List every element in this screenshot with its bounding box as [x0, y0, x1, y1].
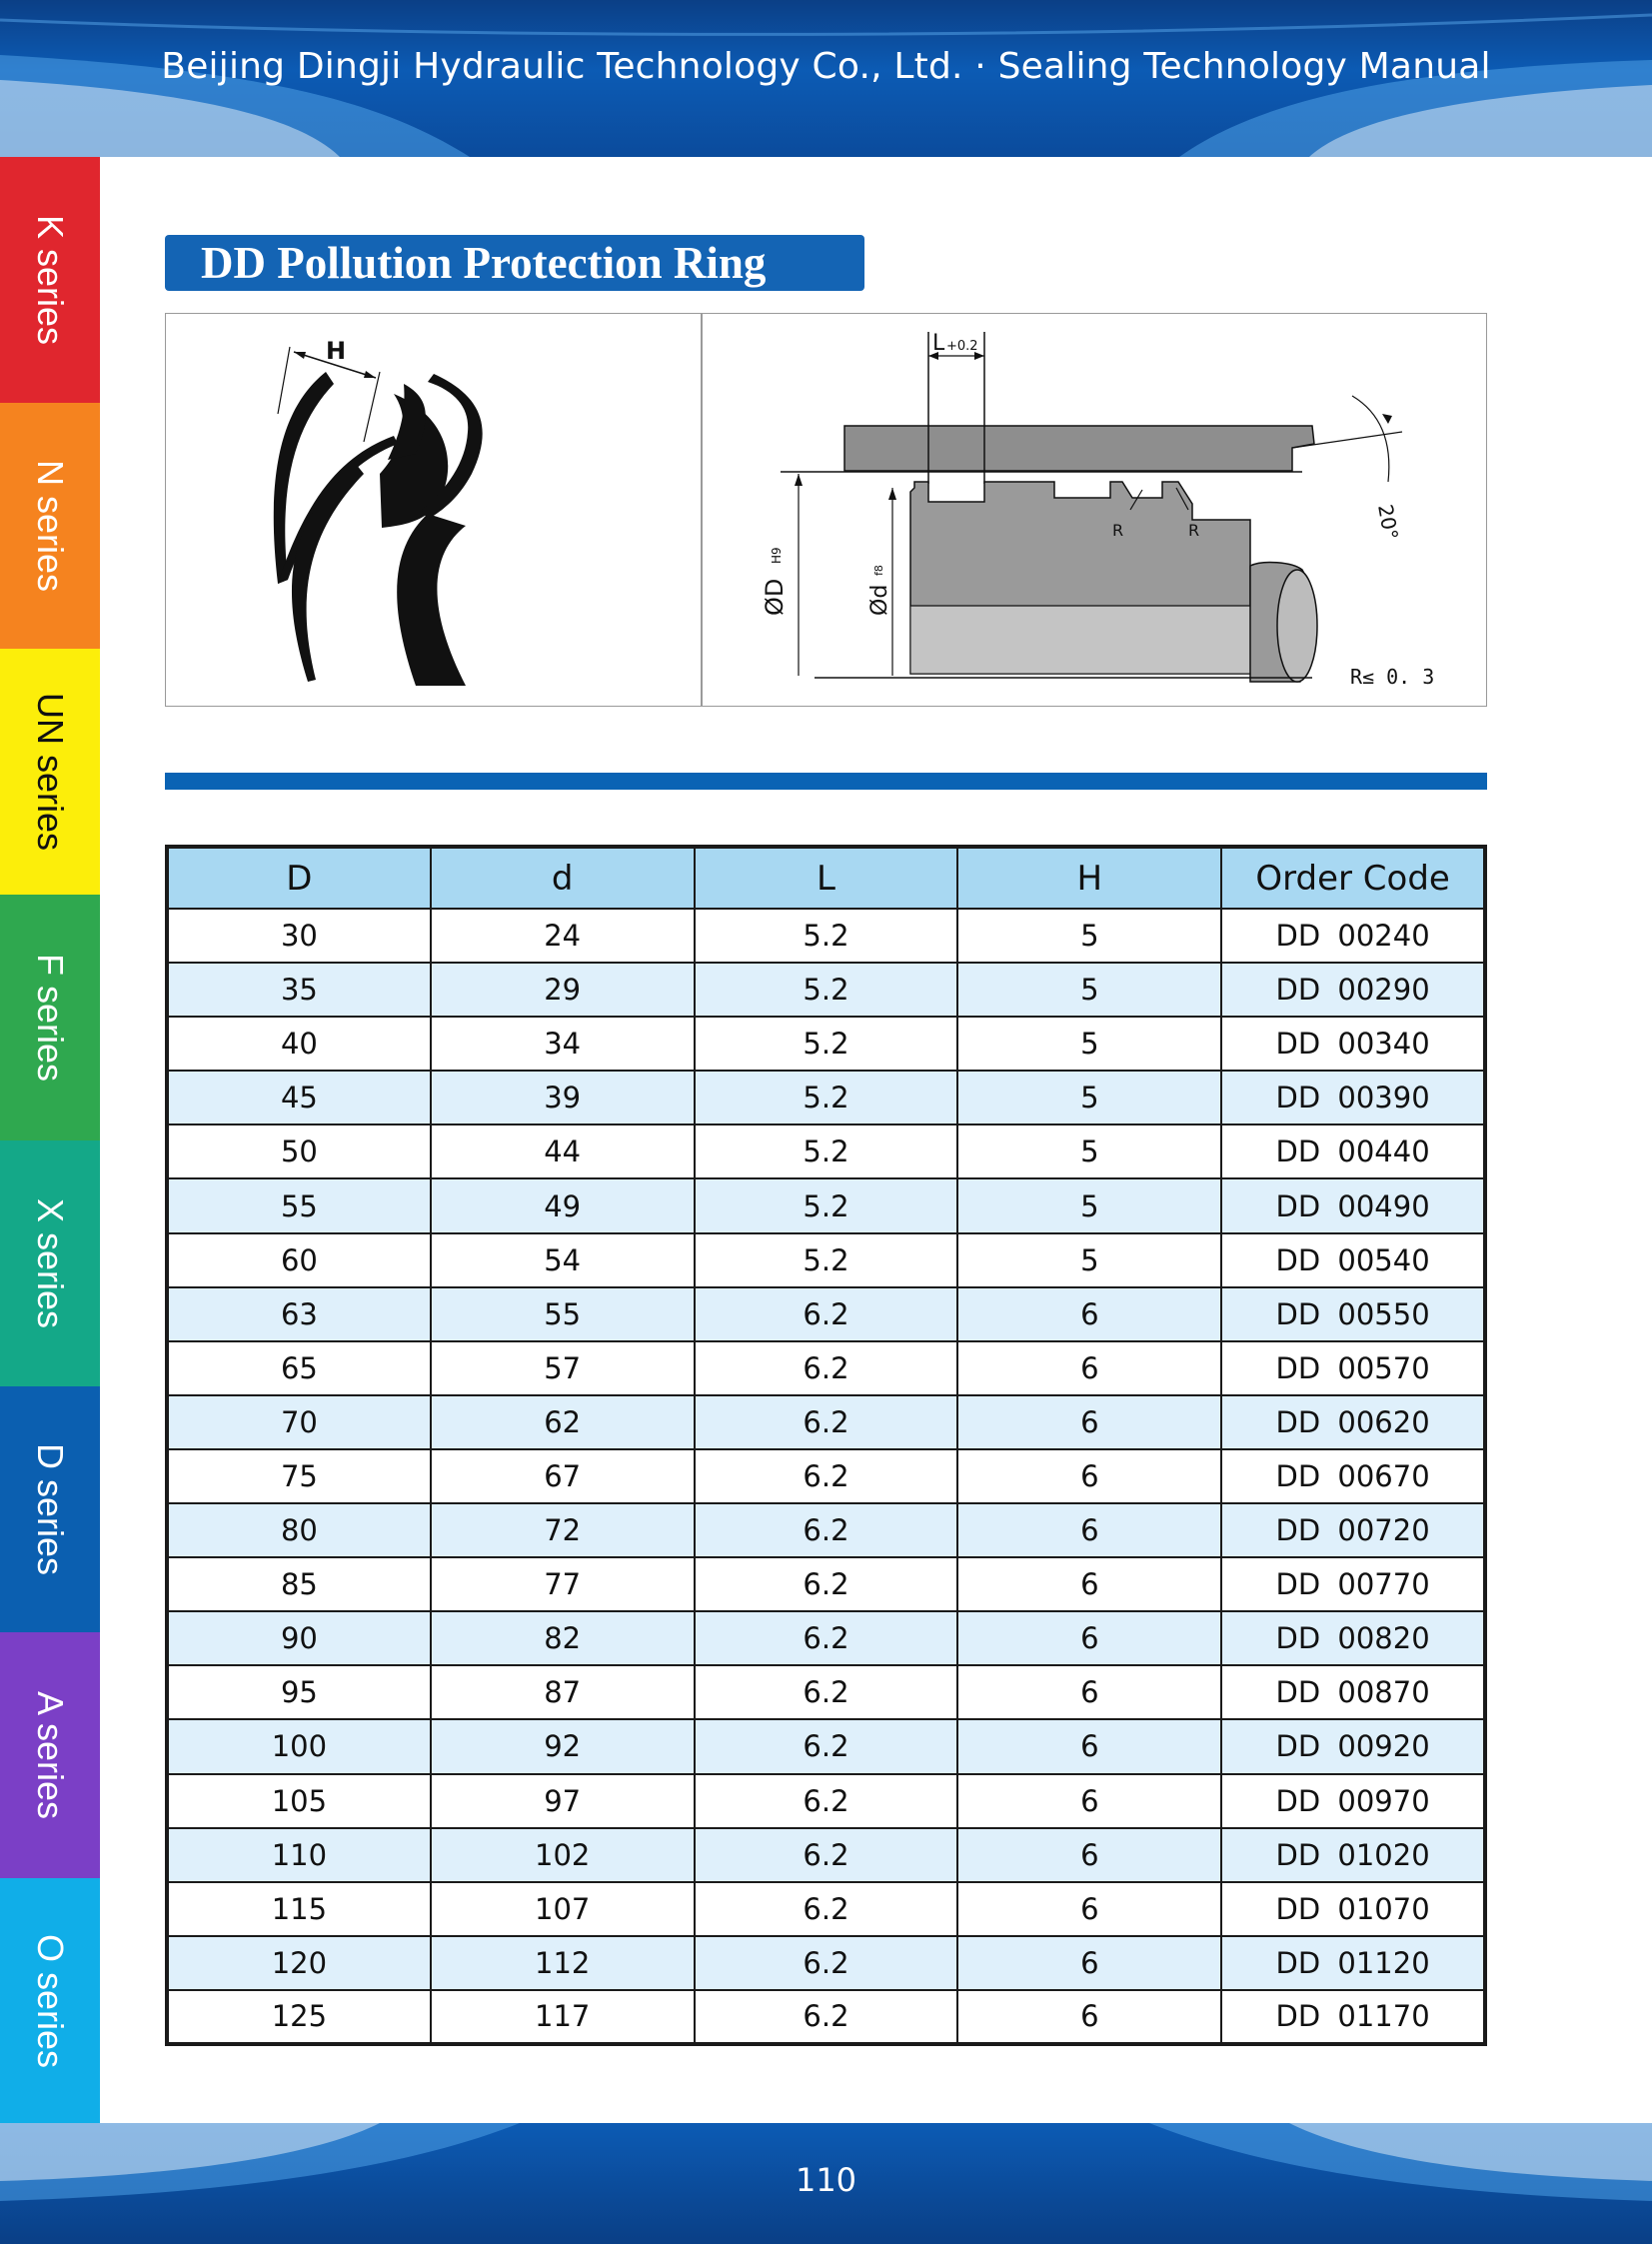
table-cell: 6.2 [695, 1557, 958, 1611]
side-tab-a-series[interactable] [0, 1632, 100, 1878]
order-code-cell: DD 00390 [1221, 1071, 1485, 1124]
table-row [167, 1774, 1485, 1828]
side-tab-label: N series [30, 459, 71, 593]
order-code-cell: DD 01020 [1221, 1828, 1485, 1882]
table-cell: 6 [957, 1287, 1221, 1341]
table-cell: 35 [167, 963, 431, 1017]
side-tab-label: UN series [30, 692, 71, 852]
table-cell: 49 [431, 1178, 695, 1232]
table-cell: 6.2 [695, 1287, 958, 1341]
dimension-od-tolerance: H9 [770, 547, 784, 564]
table-row [167, 1233, 1485, 1287]
table-cell: 115 [167, 1882, 431, 1936]
table-cell: 6 [957, 1990, 1221, 2044]
radius-label-2: R [1188, 521, 1200, 540]
order-code-cell: DD 00720 [1221, 1503, 1485, 1557]
table-cell: 6 [957, 1395, 1221, 1449]
table-row [167, 1990, 1485, 2044]
table-cell: 65 [167, 1341, 431, 1395]
table-cell: 6.2 [695, 1611, 958, 1665]
table-cell: 85 [167, 1557, 431, 1611]
table-cell: 82 [431, 1611, 695, 1665]
table-cell: 6 [957, 1719, 1221, 1773]
table-header-row [167, 847, 1485, 909]
side-tab-label: F series [30, 953, 71, 1083]
table-cell: 5.2 [695, 1233, 958, 1287]
table-row [167, 1341, 1485, 1395]
table-cell: 6.2 [695, 1341, 958, 1395]
dimension-l-label: L [932, 331, 945, 356]
table-body [167, 909, 1485, 2044]
table-cell: 5 [957, 909, 1221, 963]
table-cell: 110 [167, 1828, 431, 1882]
order-code-cell: DD 01120 [1221, 1936, 1485, 1990]
table-cell: 30 [167, 909, 431, 963]
table-cell: 5.2 [695, 1071, 958, 1124]
table-cell: 125 [167, 1990, 431, 2044]
table-row [167, 963, 1485, 1017]
side-tab-x-series[interactable] [0, 1140, 100, 1386]
order-code-cell: DD 00550 [1221, 1287, 1485, 1341]
table-cell: 117 [431, 1990, 695, 2044]
table-row [167, 1557, 1485, 1611]
table-cell: 70 [167, 1395, 431, 1449]
column-header: H [957, 847, 1221, 909]
table-cell: 6.2 [695, 1882, 958, 1936]
table-cell: 5 [957, 1071, 1221, 1124]
page-footer [0, 2123, 1652, 2244]
table-row [167, 1828, 1485, 1882]
side-tab-label: O series [30, 1933, 72, 2068]
column-header: L [695, 847, 958, 909]
technical-drawing [165, 313, 1487, 707]
table-cell: 45 [167, 1071, 431, 1124]
order-code-cell: DD 01070 [1221, 1882, 1485, 1936]
order-code-cell: DD 00770 [1221, 1557, 1485, 1611]
table-cell: 5 [957, 1017, 1221, 1071]
side-tab-o-series[interactable] [0, 1878, 100, 2123]
table-cell: 5.2 [695, 1178, 958, 1232]
table-cell: 67 [431, 1449, 695, 1503]
table-cell: 6 [957, 1557, 1221, 1611]
table-cell: 55 [167, 1178, 431, 1232]
table-cell: 97 [431, 1774, 695, 1828]
column-header: D [167, 847, 431, 909]
table-cell: 6 [957, 1449, 1221, 1503]
table-cell: 77 [431, 1557, 695, 1611]
table-cell: 6 [957, 1611, 1221, 1665]
side-tab-f-series[interactable] [0, 895, 100, 1140]
table-row [167, 1882, 1485, 1936]
dimension-h-label: H [326, 337, 347, 365]
table-cell: 6.2 [695, 1828, 958, 1882]
table-cell: 6.2 [695, 1503, 958, 1557]
order-code-cell: DD 00570 [1221, 1341, 1485, 1395]
table-cell: 120 [167, 1936, 431, 1990]
table-cell: 55 [431, 1287, 695, 1341]
table-row [167, 1665, 1485, 1719]
order-code-cell: DD 00820 [1221, 1611, 1485, 1665]
table-cell: 6.2 [695, 1990, 958, 2044]
table-cell: 6.2 [695, 1449, 958, 1503]
table-cell: 6.2 [695, 1719, 958, 1773]
table-cell: 95 [167, 1665, 431, 1719]
page-header [0, 0, 1652, 157]
order-code-cell: DD 00620 [1221, 1395, 1485, 1449]
side-tab-un-series[interactable] [0, 649, 100, 895]
page-number: 110 [795, 2161, 857, 2199]
table-cell: 62 [431, 1395, 695, 1449]
order-code-cell: DD 00970 [1221, 1774, 1485, 1828]
table-row [167, 1611, 1485, 1665]
installation-drawing [703, 314, 1486, 705]
table-cell: 5.2 [695, 1124, 958, 1178]
side-tab-label: X series [30, 1197, 72, 1329]
table-cell: 5 [957, 1124, 1221, 1178]
table-cell: 90 [167, 1611, 431, 1665]
table-cell: 34 [431, 1017, 695, 1071]
order-code-cell: DD 00870 [1221, 1665, 1485, 1719]
table-cell: 5.2 [695, 1017, 958, 1071]
order-code-cell: DD 00490 [1221, 1178, 1485, 1232]
table-cell: 50 [167, 1124, 431, 1178]
table-cell: 75 [167, 1449, 431, 1503]
dimension-l-tolerance: +0.2 [946, 339, 978, 354]
table-cell: 6 [957, 1882, 1221, 1936]
table-row [167, 909, 1485, 963]
dimension-od-label: ØD [761, 578, 789, 616]
table-cell: 6 [957, 1341, 1221, 1395]
order-code-cell: DD 00440 [1221, 1124, 1485, 1178]
side-tab-n-series[interactable] [0, 403, 100, 649]
table-cell: 6 [957, 1665, 1221, 1719]
table-row [167, 1124, 1485, 1178]
header-title: Beijing Dingji Hydraulic Technology Co., Ltd. · Sealing Technology Manual [161, 46, 1491, 87]
table-cell: 60 [167, 1233, 431, 1287]
table-cell: 39 [431, 1071, 695, 1124]
order-code-cell: DD 00340 [1221, 1017, 1485, 1071]
table-cell: 6 [957, 1828, 1221, 1882]
dimension-d-label: Ød [867, 584, 892, 616]
column-header: d [431, 847, 695, 909]
angle-label: 20° [1373, 502, 1403, 542]
table-cell: 5.2 [695, 909, 958, 963]
side-tab-k-series[interactable] [0, 157, 100, 403]
table-cell: 24 [431, 909, 695, 963]
table-row [167, 1071, 1485, 1124]
table-cell: 6.2 [695, 1774, 958, 1828]
table-row [167, 1936, 1485, 1990]
table-cell: 44 [431, 1124, 695, 1178]
table-row [167, 1503, 1485, 1557]
side-tab-label: A series [30, 1690, 71, 1820]
table-cell: 54 [431, 1233, 695, 1287]
order-code-cell: DD 00240 [1221, 909, 1485, 963]
table-cell: 92 [431, 1719, 695, 1773]
table-row [167, 1287, 1485, 1341]
side-tab-d-series[interactable] [0, 1386, 100, 1632]
table-cell: 40 [167, 1017, 431, 1071]
table-cell: 5.2 [695, 963, 958, 1017]
table-cell: 72 [431, 1503, 695, 1557]
table-cell: 6 [957, 1774, 1221, 1828]
table-cell: 102 [431, 1828, 695, 1882]
table-cell: 80 [167, 1503, 431, 1557]
table-cell: 63 [167, 1287, 431, 1341]
side-tab-label: K series [30, 214, 72, 346]
table-cell: 5 [957, 1233, 1221, 1287]
side-tab-label: D series [30, 1442, 71, 1576]
ring-profile-drawing [166, 314, 701, 705]
column-header: Order Code [1221, 847, 1485, 909]
table-cell: 105 [167, 1774, 431, 1828]
table-cell: 100 [167, 1719, 431, 1773]
table-row [167, 1178, 1485, 1232]
table-row [167, 1719, 1485, 1773]
table-cell: 6.2 [695, 1395, 958, 1449]
table-cell: 5 [957, 963, 1221, 1017]
table-cell: 29 [431, 963, 695, 1017]
table-cell: 6.2 [695, 1665, 958, 1719]
page-title: DD Pollution Protection Ring [165, 235, 864, 291]
order-code-cell: DD 00920 [1221, 1719, 1485, 1773]
table-cell: 6 [957, 1936, 1221, 1990]
table-cell: 5 [957, 1178, 1221, 1232]
table-row [167, 1395, 1485, 1449]
order-code-cell: DD 01170 [1221, 1990, 1485, 2044]
table-row [167, 1449, 1485, 1503]
order-code-cell: DD 00540 [1221, 1233, 1485, 1287]
order-code-cell: DD 00670 [1221, 1449, 1485, 1503]
table-cell: 6.2 [695, 1936, 958, 1990]
table-cell: 107 [431, 1882, 695, 1936]
table-row [167, 1017, 1485, 1071]
max-radius-label: R≤ 0. 3 [1350, 665, 1435, 689]
radius-label-1: R [1112, 521, 1124, 540]
order-code-cell: DD 00290 [1221, 963, 1485, 1017]
table-cell: 112 [431, 1936, 695, 1990]
section-divider [165, 773, 1487, 790]
series-tabs [0, 157, 100, 2123]
table-cell: 6 [957, 1503, 1221, 1557]
dimension-d-tolerance: f8 [872, 565, 885, 576]
table-cell: 57 [431, 1341, 695, 1395]
table-cell: 87 [431, 1665, 695, 1719]
specification-table [165, 845, 1487, 2046]
